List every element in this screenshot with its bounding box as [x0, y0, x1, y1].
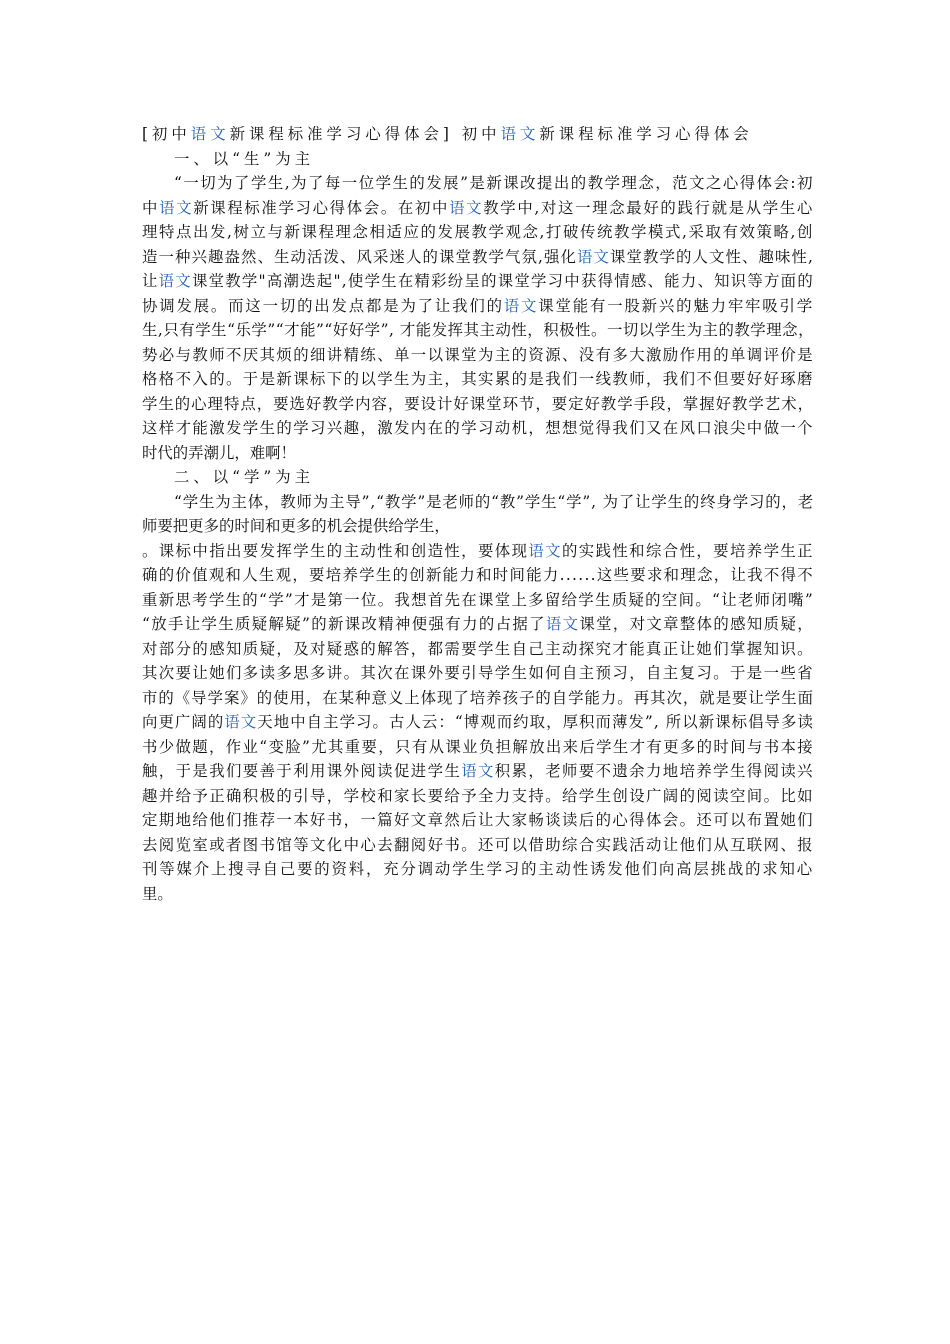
text-segment: 二、以“学”为主 — [174, 468, 315, 486]
text-segment: 格格不入的。于是新课标下的以学生为主，其实累的是我们一线教师，我们不但要好好琢磨 — [142, 370, 814, 388]
text-segment: 新课程标准学习心得体会 — [539, 125, 753, 143]
keyword-link[interactable]: 语文 — [224, 713, 258, 731]
text-segment: “一切为了学生,为了每一位学生的发展”是新课改提出的教学理念，范文之心得体会:初 — [174, 174, 814, 192]
text-line — [142, 710, 814, 735]
text-line — [142, 490, 814, 515]
text-segment: 定期地给他们推荐一本好书，一篇好文章然后让大家畅谈读后的心得体会。还可以布置她们 — [142, 811, 814, 829]
text-line — [142, 441, 814, 466]
text-segment: 师要把更多的时间和更多的机会提供给学生， — [142, 517, 450, 535]
text-line — [142, 563, 814, 588]
text-segment: 教学中,对这一理念最好的践行就是从学生心 — [483, 198, 814, 217]
text-line — [142, 882, 814, 907]
text-line — [142, 808, 814, 833]
text-segment: 一、以“生”为主 — [174, 149, 315, 168]
text-segment: 时代的弄潮儿，难啊！ — [142, 443, 296, 462]
text-line — [142, 343, 814, 368]
text-line — [142, 220, 814, 245]
text-segment: 让 — [142, 272, 159, 290]
text-line — [142, 784, 814, 809]
keyword-link[interactable]: 语文 — [500, 125, 540, 143]
text-segment: 课堂教学"高潮迭起",使学生在精彩纷呈的课堂学习中获得情感、能力、知识等方面的 — [191, 272, 814, 290]
keyword-link[interactable]: 语文 — [159, 198, 194, 217]
text-line — [142, 539, 814, 564]
text-segment: 触，于是我们要善于利用课外阅读促进学生 — [142, 762, 462, 780]
keyword-link[interactable]: 语文 — [503, 296, 539, 315]
text-line — [142, 465, 814, 490]
text-line — [142, 269, 814, 294]
keyword-link[interactable]: 语文 — [576, 247, 610, 266]
text-segment: “学生为主体，教师为主导”,“教学”是老师的“教”学生“学”, 为了让学生的终身学习的，老 — [174, 492, 814, 511]
text-segment: 趣并给予正确积极的引导，学校和家长要给予全力支持。给学生创设广阔的阅读空间。比如 — [142, 786, 814, 805]
keyword-link[interactable]: 语文 — [545, 615, 580, 633]
text-line — [142, 661, 814, 686]
text-segment: 向更广阔的 — [142, 713, 225, 731]
text-line — [142, 588, 814, 613]
text-line — [142, 392, 814, 417]
text-segment: 新课程标准学习心得体会] 初中 — [229, 125, 501, 143]
text-segment: 势必与教师不厌其烦的细讲精练、单一以课堂为主的资源、没有多大激励作用的单调评价是 — [142, 345, 814, 364]
text-segment: 课堂能有一股新兴的魅力牢牢吸引学 — [538, 296, 814, 315]
text-line — [142, 416, 814, 441]
keyword-link[interactable]: 语文 — [449, 198, 484, 217]
keyword-link[interactable]: 语文 — [528, 541, 562, 560]
text-segment: 积累，老师要不遗余力地培养学生得阅读兴 — [494, 762, 814, 780]
text-line — [142, 196, 814, 221]
text-line — [142, 514, 814, 539]
text-line — [142, 686, 814, 711]
text-segment: 重新思考学生的“学”才是第一位。我想首先在课堂上多留给学生质疑的空间。“让老师闭嘴” — [142, 590, 814, 609]
text-segment: 确的价值观和人生观，要培养学生的创新能力和时间能力......这些要求和理念，让我不得不 — [142, 566, 814, 584]
text-line — [142, 833, 814, 858]
text-segment: 其次要让她们多读多思多讲。其次在课外要引导学生如何自主预习，自主复习。于是一些省 — [142, 664, 814, 682]
text-segment: 理特点出发,树立与新课程理念相适应的发展教学观念,打破传统教学模式,采取有效策略,创 — [142, 223, 814, 241]
text-segment: 天地中自主学习。古人云：“博观而约取，厚积而薄发”, 所以新课标倡导多读 — [257, 713, 814, 731]
text-segment: 协调发展。而这一切的出发点都是为了让我们的 — [142, 296, 504, 315]
text-line — [142, 294, 814, 319]
text-segment: 这样才能激发学生的学习兴趣，激发内在的学习动机，想想觉得我们又在风口浪尖中做一个 — [142, 419, 814, 437]
text-segment: 市的《导学案》的使用，在某种意义上体现了培养孩子的自学能力。再其次，就是要让学生面 — [142, 688, 814, 707]
text-segment: 刊等媒介上搜寻自己要的资料，充分调动学生学习的主动性诱发他们向高层挑战的求知心 — [142, 860, 814, 878]
text-segment: 生,只有学生“乐学”“才能”“好好学”, 才能发挥其主动性，积极性。一切以学生为主的教学理念， — [142, 321, 814, 339]
text-segment: 新课程标准学习心得体会。在初中 — [193, 198, 450, 217]
text-line — [142, 245, 814, 270]
keyword-link[interactable]: 语文 — [158, 272, 192, 290]
text-line — [142, 612, 814, 637]
text-segment: 造一种兴趣盎然、生动活泼、风采迷人的课堂教学气氛,强化 — [142, 247, 577, 266]
text-segment: 中 — [142, 198, 160, 217]
text-segment: 书少做题，作业“变脸”尤其重要，只有从课业负担解放出来后学生才有更多的时间与书本接 — [142, 737, 814, 756]
keyword-link[interactable]: 语文 — [461, 762, 495, 780]
text-line — [142, 857, 814, 882]
text-segment: 学生的心理特点，要选好教学内容，要设计好课堂环节，要定好教学手段，掌握好教学艺术， — [142, 394, 814, 413]
text-line — [142, 735, 814, 760]
text-line — [142, 367, 814, 392]
text-segment: 对部分的感知质疑，及对疑惑的解答，都需要学生自己主动探究才能真正让她们掌握知识。 — [142, 639, 814, 658]
text-segment: 课堂，对文章整体的感知质疑， — [579, 615, 814, 633]
text-segment: “放手让学生质疑解疑”的新课改精神便强有力的占据了 — [142, 615, 546, 633]
keyword-link[interactable]: 语文 — [190, 125, 230, 143]
text-segment: [初中 — [142, 125, 191, 143]
text-line — [142, 318, 814, 343]
text-segment: 里。 — [142, 884, 173, 903]
text-line — [142, 759, 814, 784]
document-title-line — [142, 122, 814, 147]
text-segment: 。课标中指出要发挥学生的主动性和创造性，要体现 — [142, 541, 529, 560]
text-segment: 课堂教学的人文性、趣味性, — [609, 247, 814, 266]
text-segment: 的实践性和综合性，要培养学生正 — [561, 541, 814, 560]
text-line — [142, 171, 814, 196]
text-line — [142, 147, 814, 172]
text-segment: 去阅览室或者图书馆等文化中心去翻阅好书。还可以借助综合实践活动让他们从互联网、报 — [142, 835, 814, 854]
document-body — [142, 122, 814, 906]
text-line — [142, 637, 814, 662]
